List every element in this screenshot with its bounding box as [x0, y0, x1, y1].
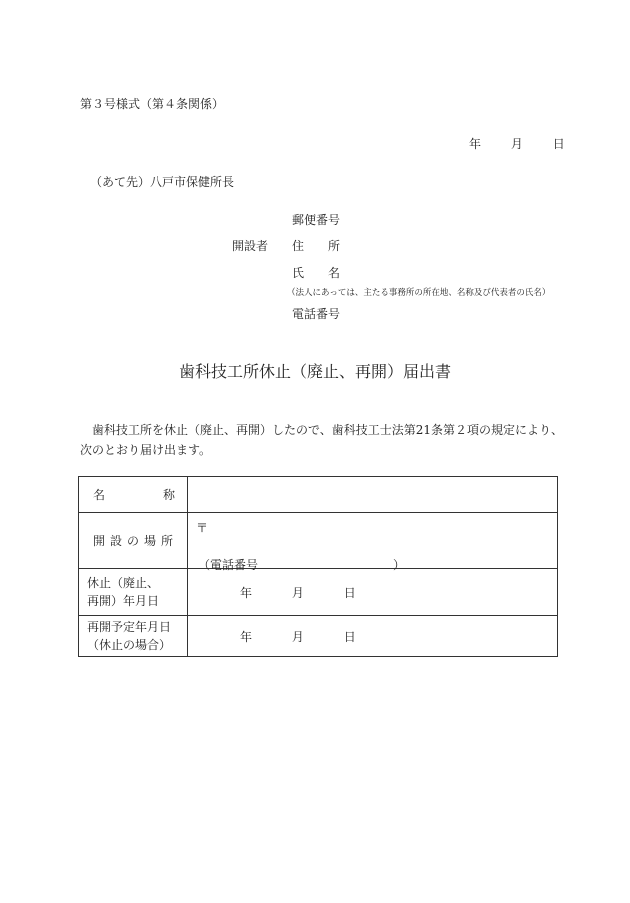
opener-label: 開設者 — [232, 239, 269, 253]
reopen-year: 年 — [240, 629, 253, 644]
table-row-suspend-date — [79, 569, 558, 616]
suspend-label-line-2: 再開）年月日 — [87, 594, 160, 608]
reopen-label-line-2: （休止の場合） — [87, 638, 172, 652]
body-text-line-1: 歯科技工所を休止（廃止、再開）したので、歯科技工士法第21条第２項の規定により、 — [92, 423, 564, 437]
document-title: 歯科技工所休止（廃止、再開）届出書 — [178, 362, 451, 381]
name-label-part-b: 称 — [162, 488, 175, 502]
suspend-date-field[interactable] — [188, 569, 558, 616]
table-row-location — [79, 513, 558, 569]
table-row-reopen-date — [79, 616, 558, 657]
reopen-month: 月 — [291, 629, 304, 644]
date-year: 年 — [469, 137, 482, 151]
name-label-part-a: 名 — [93, 488, 106, 502]
reopen-day: 日 — [343, 629, 356, 644]
details-table — [78, 476, 558, 657]
reopen-date-field[interactable] — [188, 616, 558, 657]
name-value-field[interactable] — [188, 477, 558, 513]
location-cell-label — [79, 513, 188, 569]
form-number: 第３号様式（第４条関係） — [80, 97, 225, 111]
date-month: 月 — [510, 137, 523, 151]
location-value-field[interactable] — [188, 513, 558, 572]
table-row-name — [79, 477, 558, 513]
suspend-month: 月 — [291, 585, 304, 600]
body-text-line-2: 次のとおり届け出ます。 — [80, 443, 212, 457]
submission-date — [469, 138, 565, 150]
name-cell-label — [79, 477, 188, 513]
name-label: 氏 名 — [292, 266, 341, 280]
suspend-year: 年 — [240, 585, 253, 600]
addressee: （あて先）八戸市保健所長 — [90, 175, 235, 189]
postal-code-label: 郵便番号 — [292, 213, 341, 227]
reopen-cell-label — [79, 616, 188, 657]
name-note: （法人にあっては、主たる事務所の所在地、名称及び代表者の氏名） — [287, 288, 551, 298]
suspend-day: 日 — [343, 585, 356, 600]
suspend-label-line-1: 休止（廃止、 — [87, 576, 160, 590]
phone-label: 電話番号 — [292, 307, 341, 321]
location-phone-close: ） — [393, 558, 406, 572]
reopen-label-line-1: 再開予定年月日 — [87, 620, 172, 634]
postal-mark: 〒 — [196, 521, 209, 535]
suspend-cell-label — [79, 569, 188, 616]
date-day: 日 — [552, 137, 565, 151]
address-label: 住 所 — [292, 239, 341, 253]
location-phone-open: （電話番号 — [198, 558, 259, 572]
location-label: 開設の場所 — [93, 534, 179, 548]
